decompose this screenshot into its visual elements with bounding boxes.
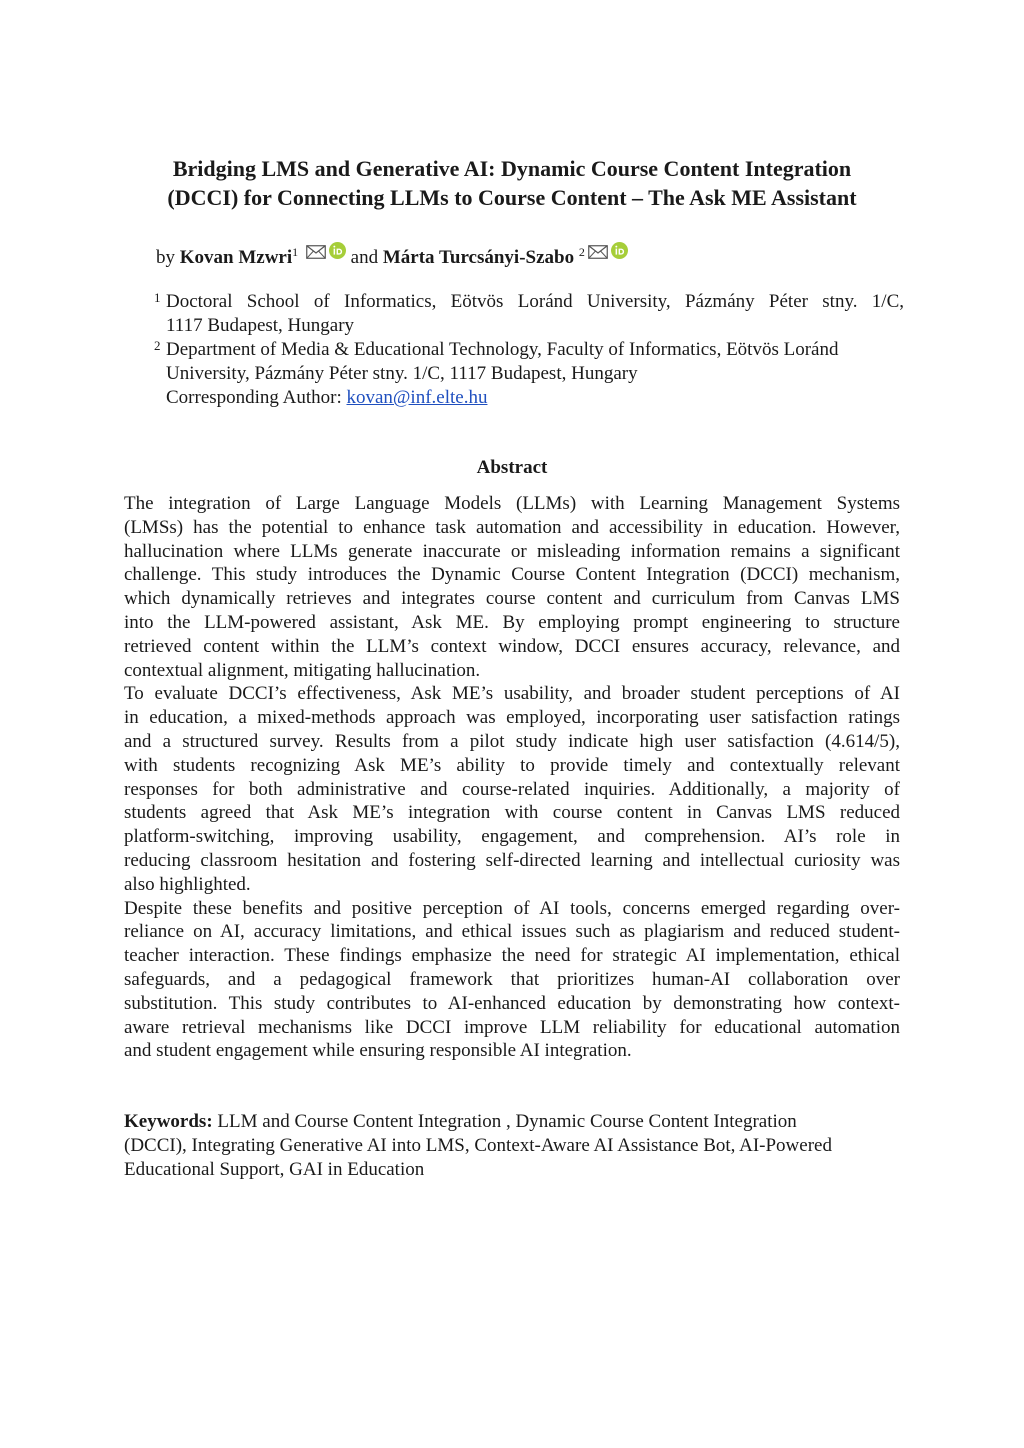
corresponding-author: [154, 386, 904, 410]
abstract-line: students agreed that Ask ME’s integration with course content in Canvas LMS reduced: [124, 802, 900, 824]
affiliation-1-number: 1: [154, 290, 161, 305]
corresponding-author-email-link[interactable]: kovan@inf.elte.hu: [346, 387, 488, 408]
mail-icon[interactable]: [588, 241, 608, 267]
keywords-label: Keywords:: [124, 1111, 213, 1132]
abstract-line: retrieved content within the LLM’s context window, DCCI ensures accuracy, relevance, and: [124, 635, 900, 657]
abstract-line: and student engagement while ensuring responsible AI integration.: [124, 1040, 632, 1062]
abstract-line: aware retrieval mechanisms like DCCI improve LLM reliability for educational automation: [124, 1016, 900, 1038]
affiliation-2: [154, 338, 904, 386]
author-2-affil-sup: 2: [578, 245, 585, 259]
abstract-line: To evaluate DCCI’s effectiveness, Ask ME’s usability, and broader student perceptions of AI: [124, 683, 900, 705]
title-line-1: Bridging LMS and Generative AI: Dynamic Course Content Integration: [172, 156, 852, 181]
abstract-line: Despite these benefits and positive perception of AI tools, concerns emerged regarding over-: [124, 897, 900, 919]
author-2-name: Márta Turcsányi-Szabo: [382, 247, 575, 268]
by-label: by: [156, 247, 175, 268]
abstract-line: contextual alignment, mitigating hallucination.: [124, 659, 481, 681]
keywords-line-2: (DCCI), Integrating Generative AI into LMS, Context-Aware AI Assistance Bot, AI-Powered: [124, 1135, 832, 1156]
author-line: [156, 241, 628, 271]
abstract-line: hallucination where LLMs generate inaccurate or misleading information remains a significant: [124, 540, 900, 562]
abstract-line: reliance on AI, accuracy limitations, and ethical issues such as plagiarism and reduced student-: [124, 921, 900, 943]
keywords-line-3: Educational Support, GAI in Education: [124, 1159, 425, 1180]
abstract-line: (LMSs) has the potential to enhance task automation and accessibility in education. However,: [124, 516, 900, 538]
affiliations: [154, 290, 904, 410]
paper-title: [100, 154, 924, 212]
abstract-line: platform-switching, improving usability, engagement, and comprehension. AI’s role in: [124, 826, 900, 848]
abstract-body: [124, 492, 900, 1063]
corresponding-author-label: Corresponding Author:: [166, 387, 342, 408]
abstract-line: also highlighted.: [124, 873, 251, 895]
abstract-heading: Abstract: [476, 457, 548, 478]
abstract-line: into the LLM-powered assistant, Ask ME. By employing prompt engineering to structure: [124, 611, 900, 633]
affiliation-1-line-1: Doctoral School of Informatics, Eötvös Loránd University, Pázmány Péter stny. 1/C,: [166, 291, 904, 312]
orcid-icon[interactable]: [329, 241, 346, 267]
abstract-line: substitution. This study contributes to AI-enhanced education by demonstrating how context-: [124, 992, 900, 1014]
keywords-section: [124, 1110, 900, 1182]
affiliation-1-line-2: 1117 Budapest, Hungary: [166, 315, 355, 336]
affiliation-2-number: 2: [154, 338, 161, 353]
affiliation-1: [154, 290, 904, 338]
abstract-line: responses for both administrative and course-related inquiries. Additionally, a majority of: [124, 778, 900, 800]
keywords-text-1: LLM and Course Content Integration , Dynamic Course Content Integration: [217, 1111, 797, 1132]
abstract-line: and a structured survey. Results from a pilot study indicate high user satisfaction (4.614/5),: [124, 730, 900, 752]
abstract-line: reducing classroom hesitation and fostering self-directed learning and intellectual curiosity was: [124, 849, 900, 871]
affiliation-2-line-2: University, Pázmány Péter stny. 1/C, 1117 Budapest, Hungary: [166, 363, 638, 384]
abstract-line: challenge. This study introduces the Dynamic Course Content Integration (DCCI) mechanism,: [124, 564, 900, 586]
abstract-line: The integration of Large Language Models (LLMs) with Learning Management Systems: [124, 493, 900, 514]
author-1-affil-sup: 1: [292, 245, 299, 259]
abstract-line: safeguards, and a pedagogical framework that prioritizes human-AI collaboration over: [124, 968, 900, 990]
title-line-2: (DCCI) for Connecting LLMs to Course Content – The Ask ME Assistant: [167, 185, 857, 210]
keywords-line-1: [124, 1110, 900, 1134]
abstract-line: in education, a mixed-methods approach was employed, incorporating user satisfaction ratings: [124, 707, 900, 729]
abstract-line: which dynamically retrieves and integrates course content and curriculum from Canvas LMS: [124, 588, 900, 610]
affiliation-2-line-1: Department of Media & Educational Technology, Faculty of Informatics, Eötvös Loránd: [166, 339, 839, 360]
author-1-name: Kovan Mzwri: [179, 247, 293, 268]
and-label: and: [350, 247, 379, 268]
mail-icon[interactable]: [306, 241, 326, 267]
abstract-line: with students recognizing Ask ME’s ability to provide timely and contextually relevant: [124, 754, 900, 776]
abstract-line: teacher interaction. These findings emphasize the need for strategic AI implementation, ethical: [124, 945, 900, 967]
orcid-icon[interactable]: [611, 241, 628, 267]
